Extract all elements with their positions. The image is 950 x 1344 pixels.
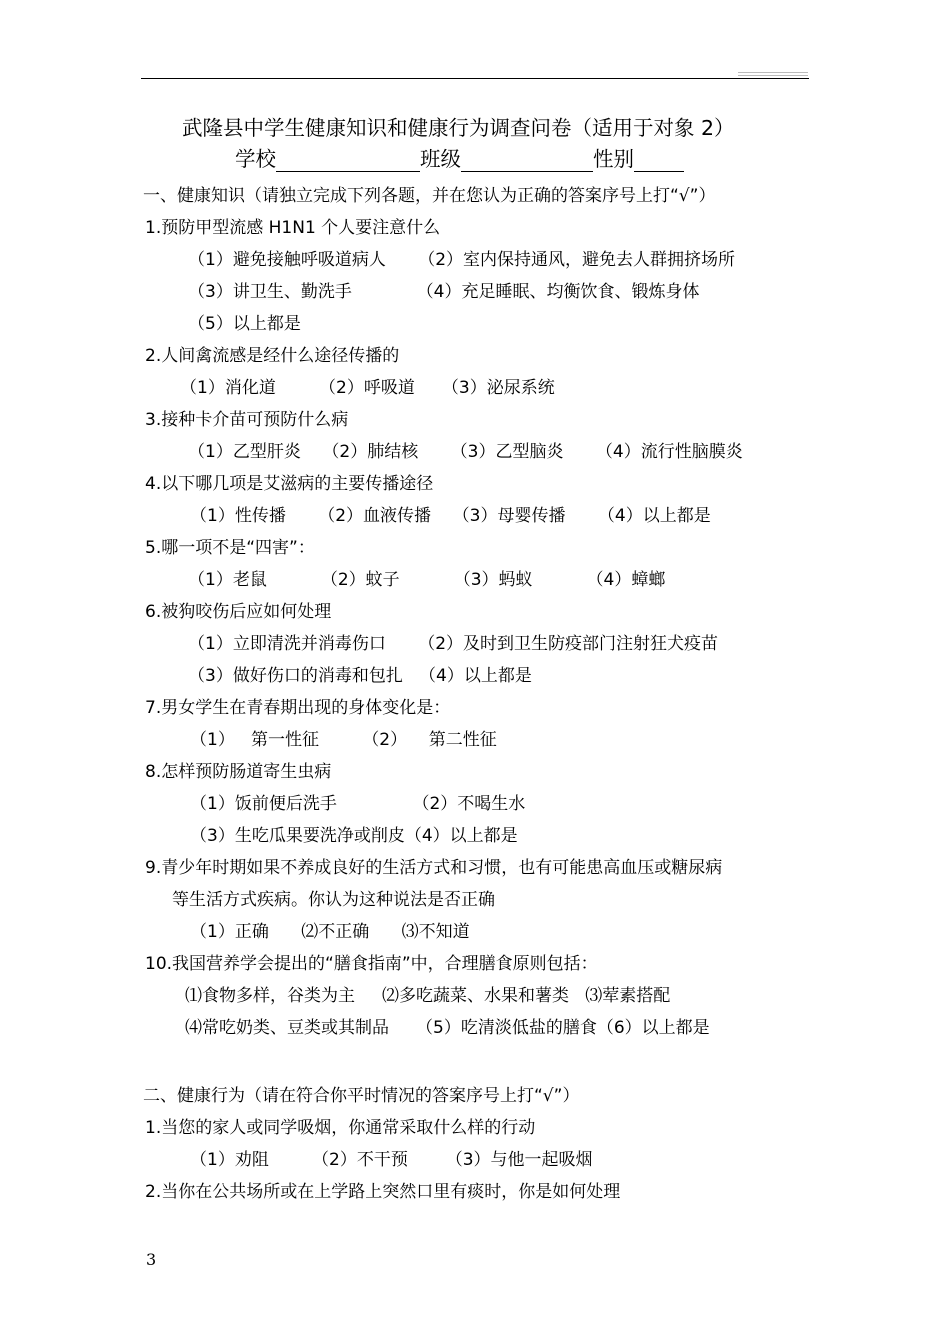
school-blank[interactable] [276, 149, 420, 172]
question: 9.青少年时期如果不养成良好的生活方式和习惯，也有可能患高血压或糖尿病 [145, 858, 723, 878]
class-blank[interactable] [461, 149, 593, 172]
gender-blank[interactable] [634, 149, 684, 172]
question: 4.以下哪几项是艾滋病的主要传播途径 [145, 474, 434, 494]
header-mark [738, 72, 808, 73]
question: 3.接种卡介苗可预防什么病 [145, 410, 349, 430]
options-line[interactable]: （1）饭前便后洗手 （2）不喝生水 [190, 794, 526, 814]
page-title: 武隆县中学生健康知识和健康行为调查问卷（适用于对象 2） [182, 116, 735, 140]
options-line[interactable]: ⑷常吃奶类、豆类或其制品 （5）吃清淡低盐的膳食（6）以上都是 [185, 1018, 710, 1038]
question: 2.当你在公共场所或在上学路上突然口里有痰时，你是如何处理 [145, 1182, 621, 1202]
options-line[interactable]: （1）消化道 （2）呼吸道 （3）泌尿系统 [180, 378, 555, 398]
question-continued: 等生活方式疾病。你认为这种说法是否正确 [172, 890, 495, 910]
options-line[interactable]: （5）以上都是 [188, 314, 301, 334]
school-label: 学校 [235, 147, 276, 171]
page-number: 3 [146, 1250, 157, 1269]
options-line[interactable]: ⑴食物多样，谷类为主 ⑵多吃蔬菜、水果和薯类 ⑶荤素搭配 [185, 986, 671, 1006]
gender-label: 性别 [593, 147, 634, 171]
question: 1.当您的家人或同学吸烟，你通常采取什么样的行动 [145, 1118, 536, 1138]
header-mark [738, 75, 808, 76]
options-line[interactable]: （1）正确 ⑵不正确 ⑶不知道 [190, 922, 470, 942]
options-line[interactable]: （1）乙型肝炎 （2）肺结核 （3）乙型脑炎 （4）流行性脑膜炎 [188, 442, 743, 462]
section-heading-knowledge: 一、健康知识（请独立完成下列各题，并在您认为正确的答案序号上打“√”） [143, 186, 716, 206]
section-heading-behavior: 二、健康行为（请在符合你平时情况的答案序号上打“√”） [143, 1086, 580, 1106]
options-line[interactable]: （1）立即清洗并消毒伤口 （2）及时到卫生防疫部门注射狂犬疫苗 [188, 634, 719, 654]
options-line[interactable]: （1）劝阻 （2）不干预 （3）与他一起吸烟 [190, 1150, 593, 1170]
options-line[interactable]: （1）性传播 （2）血液传播 （3）母婴传播 （4）以上都是 [190, 506, 711, 526]
question: 8.怎样预防肠道寄生虫病 [145, 762, 332, 782]
question: 10.我国营养学会提出的“膳食指南”中，合理膳食原则包括： [145, 954, 598, 974]
question: 6.被狗咬伤后应如何处理 [145, 602, 332, 622]
options-line[interactable]: （3）做好伤口的消毒和包扎 （4）以上都是 [188, 666, 532, 686]
question: 1.预防甲型流感 H1N1 个人要注意什么 [145, 218, 441, 238]
question: 5.哪一项不是“四害”： [145, 538, 315, 558]
options-line[interactable]: （3）生吃瓜果要洗净或削皮（4）以上都是 [190, 826, 518, 846]
options-line[interactable]: （3）讲卫生、勤洗手 （4）充足睡眠、均衡饮食、锻炼身体 [188, 282, 700, 302]
question: 2.人间禽流感是经什么途径传播的 [145, 346, 400, 366]
class-label: 班级 [420, 147, 461, 171]
question: 7.男女学生在青春期出现的身体变化是： [145, 698, 451, 718]
options-line[interactable]: （1）老鼠 （2）蚊子 （3）蚂蚁 （4）蟑螂 [188, 570, 666, 590]
header-rule [141, 78, 809, 79]
options-line[interactable]: （1） 第一性征 （2） 第二性征 [190, 730, 497, 750]
student-info-fields [235, 146, 684, 172]
options-line[interactable]: （1）避免接触呼吸道病人 （2）室内保持通风，避免去人群拥挤场所 [188, 250, 736, 270]
